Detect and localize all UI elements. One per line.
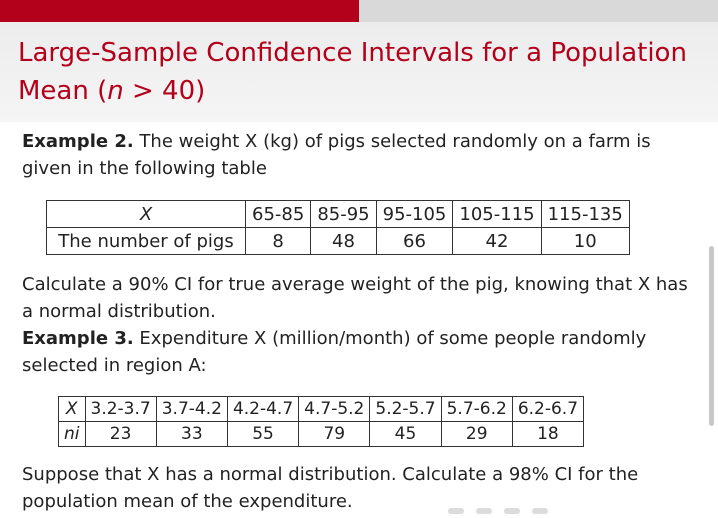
- progress-fill: [0, 0, 359, 22]
- example3-label: Example 3.: [22, 328, 134, 349]
- nav-prev-icon[interactable]: [448, 508, 464, 514]
- table-row: [47, 228, 630, 255]
- table-cell: 55: [227, 422, 298, 447]
- beamer-nav-controls[interactable]: [448, 499, 688, 509]
- table-row: [59, 397, 584, 422]
- table-cell: 95-105: [376, 201, 453, 228]
- table-row: [47, 201, 630, 228]
- table-cell: 4.7-5.2: [299, 397, 370, 422]
- title-line1: Large-Sample Confidence Intervals for a Population: [18, 38, 687, 68]
- table-row-label: The number of pigs: [47, 228, 246, 255]
- table-cell: 10: [541, 228, 629, 255]
- example3-question: Suppose that X has a normal distribution. Calculate a 98% CI for the population mean of the expenditure.: [22, 464, 639, 512]
- example3-intro: [22, 325, 702, 379]
- table-cell: 4.2-4.7: [227, 397, 298, 422]
- table-header-x: X: [59, 397, 86, 422]
- table-cell: 3.2-3.7: [85, 397, 156, 422]
- table-cell: 6.2-6.7: [512, 397, 583, 422]
- scrollbar[interactable]: [709, 246, 714, 426]
- slide-title: [18, 34, 708, 110]
- example2-text: The weight X (kg) of pigs selected randomly on a farm is given in the following table: [22, 131, 651, 179]
- table-cell: 105-115: [453, 201, 541, 228]
- expenditure-table: [58, 396, 584, 447]
- table-cell: 33: [156, 422, 227, 447]
- title-line2-suffix: > 40): [123, 76, 206, 106]
- pig-weight-table: [46, 200, 630, 255]
- nav-subsection-icon[interactable]: [504, 508, 520, 514]
- table-cell: 5.2-5.7: [370, 397, 441, 422]
- table-cell: 48: [311, 228, 376, 255]
- table-cell: 65-85: [246, 201, 311, 228]
- title-line2-prefix: Mean (: [18, 76, 108, 106]
- nav-next-icon[interactable]: [532, 508, 548, 514]
- example2-intro: [22, 128, 702, 182]
- table-cell: 3.7-4.2: [156, 397, 227, 422]
- table-cell: 29: [441, 422, 512, 447]
- table-cell: 42: [453, 228, 541, 255]
- title-n: n: [107, 76, 124, 106]
- table-cell: 5.7-6.2: [441, 397, 512, 422]
- table-cell: 8: [246, 228, 311, 255]
- table-header-x: X: [47, 201, 246, 228]
- table-cell: 66: [376, 228, 453, 255]
- table-row-label: ni: [59, 422, 86, 447]
- table-row: [59, 422, 584, 447]
- table-cell: 23: [85, 422, 156, 447]
- table-cell: 79: [299, 422, 370, 447]
- example3-text: Expenditure X (million/month) of some people randomly selected in region A:: [22, 328, 647, 376]
- table-cell: 18: [512, 422, 583, 447]
- example2-question: Calculate a 90% CI for true average weight of the pig, knowing that X has a normal distribution.: [22, 274, 688, 322]
- table-cell: 85-95: [311, 201, 376, 228]
- table-cell: 45: [370, 422, 441, 447]
- progress-track: [0, 0, 718, 22]
- example2-label: Example 2.: [22, 131, 134, 152]
- nav-section-icon[interactable]: [476, 508, 492, 514]
- table-cell: 115-135: [541, 201, 629, 228]
